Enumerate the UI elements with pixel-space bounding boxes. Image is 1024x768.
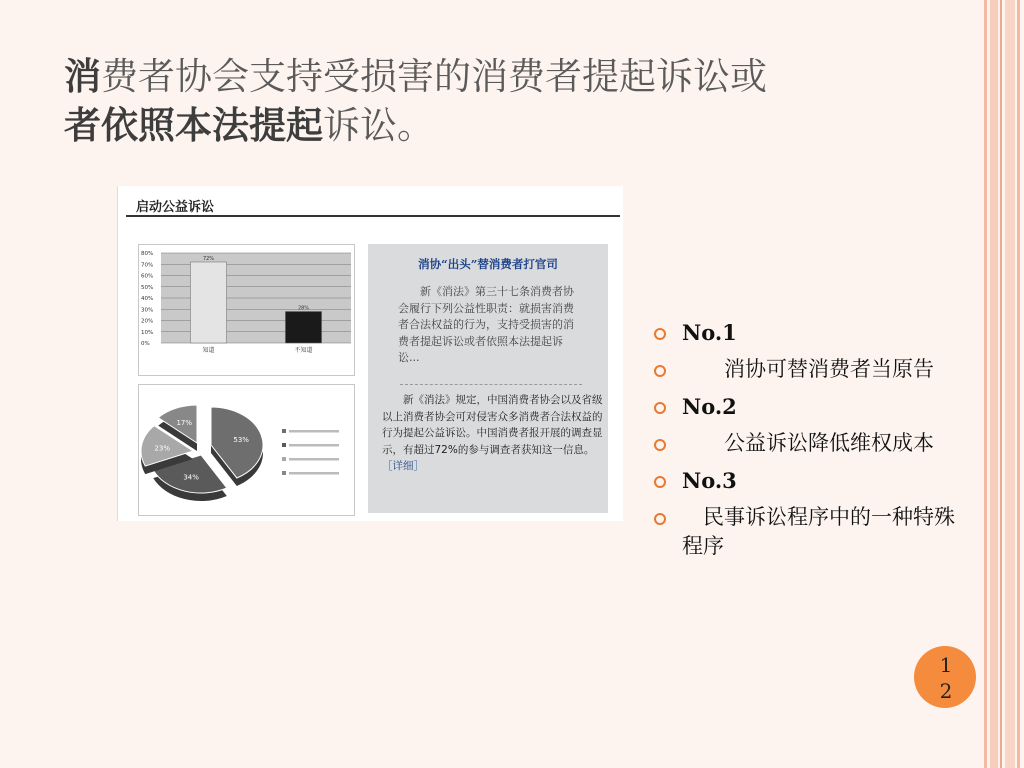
legend-text-placeholder <box>289 444 339 447</box>
bullet-icon <box>654 402 666 414</box>
y-tick-label: 0% <box>141 341 150 347</box>
y-tick-label: 80% <box>141 251 154 257</box>
page-number-digit: 2 <box>939 679 953 703</box>
news-detail-link[interactable]: ［详细］ <box>382 460 424 472</box>
bullet-icon <box>654 476 666 488</box>
bar <box>190 262 226 343</box>
data-label: 28% <box>297 305 310 312</box>
y-tick-label: 70% <box>141 262 154 269</box>
bullet-item: 消协可替消费者当原告 <box>652 355 962 384</box>
x-tick-label: 不知道 <box>294 347 313 354</box>
slide-title: 消费者协会支持受损害的消费者提起诉讼或 者依照本法提起诉讼。 <box>64 55 767 147</box>
legend-swatch <box>282 429 286 433</box>
bar-chart-svg <box>139 245 354 375</box>
bullet-icon <box>654 365 666 377</box>
divider <box>126 215 620 217</box>
bullet-item: No.2 <box>652 392 962 421</box>
bar <box>285 312 321 344</box>
page-number-digit: 1 <box>939 653 953 677</box>
y-tick-label: 40% <box>141 296 154 302</box>
y-tick-label: 60% <box>141 273 154 280</box>
legend-text-placeholder <box>289 430 339 433</box>
y-tick-label: 30% <box>141 307 154 314</box>
legend-swatch <box>282 471 286 475</box>
decorative-stripes <box>980 0 1024 768</box>
bullet-icon <box>654 328 666 340</box>
article-image <box>117 186 623 521</box>
bar-chart <box>138 244 355 376</box>
bullet-item: No.1 <box>652 318 962 347</box>
pie-chart-svg <box>139 385 354 515</box>
legend-swatch <box>282 443 286 447</box>
y-tick-label: 20% <box>141 318 154 325</box>
pie-label: 17% <box>176 419 193 428</box>
bullet-item: 民事诉讼程序中的一种特殊程序 <box>652 503 962 561</box>
legend-swatch <box>282 457 286 461</box>
page-number <box>936 652 956 704</box>
bullet-list <box>652 318 962 569</box>
news-paragraph-2: 新《消法》规定，中国消费者协会以及省级以上消费者协会可对侵害众多消费者合法权益的行为提起公益诉讼。中国消费者报开展的调查显示，有超过72%的参与调查者获知这一信息。 ［详细］ <box>382 394 603 472</box>
x-tick-label: 知道 <box>202 347 215 354</box>
bullet-icon <box>654 439 666 451</box>
pie-chart <box>138 384 355 516</box>
legend-text-placeholder <box>289 472 339 475</box>
news-title: 消协“出头”替消费者打官司 <box>418 257 558 271</box>
pie-label: 34% <box>183 473 199 482</box>
y-tick-label: 10% <box>141 329 154 336</box>
article-heading: 启动公益诉讼 <box>136 200 215 215</box>
news-separator <box>400 384 582 385</box>
bullet-icon <box>654 513 666 525</box>
legend-text-placeholder <box>289 458 339 461</box>
bullet-item: 公益诉讼降低维权成本 <box>652 429 962 458</box>
news-paragraph-1: 新《消法》第三十七条消费者协会履行下列公益性职责：就损害消费者合法权益的行为，支持受损害的消费者提起诉讼或者依照本法提起诉讼... <box>398 285 574 364</box>
news-box <box>368 244 608 513</box>
pie-label: 53% <box>233 436 249 445</box>
pie-label: 23% <box>154 444 170 453</box>
y-tick-label: 50% <box>141 284 154 291</box>
bullet-item: No.3 <box>652 466 962 495</box>
data-label: 72% <box>202 256 215 262</box>
